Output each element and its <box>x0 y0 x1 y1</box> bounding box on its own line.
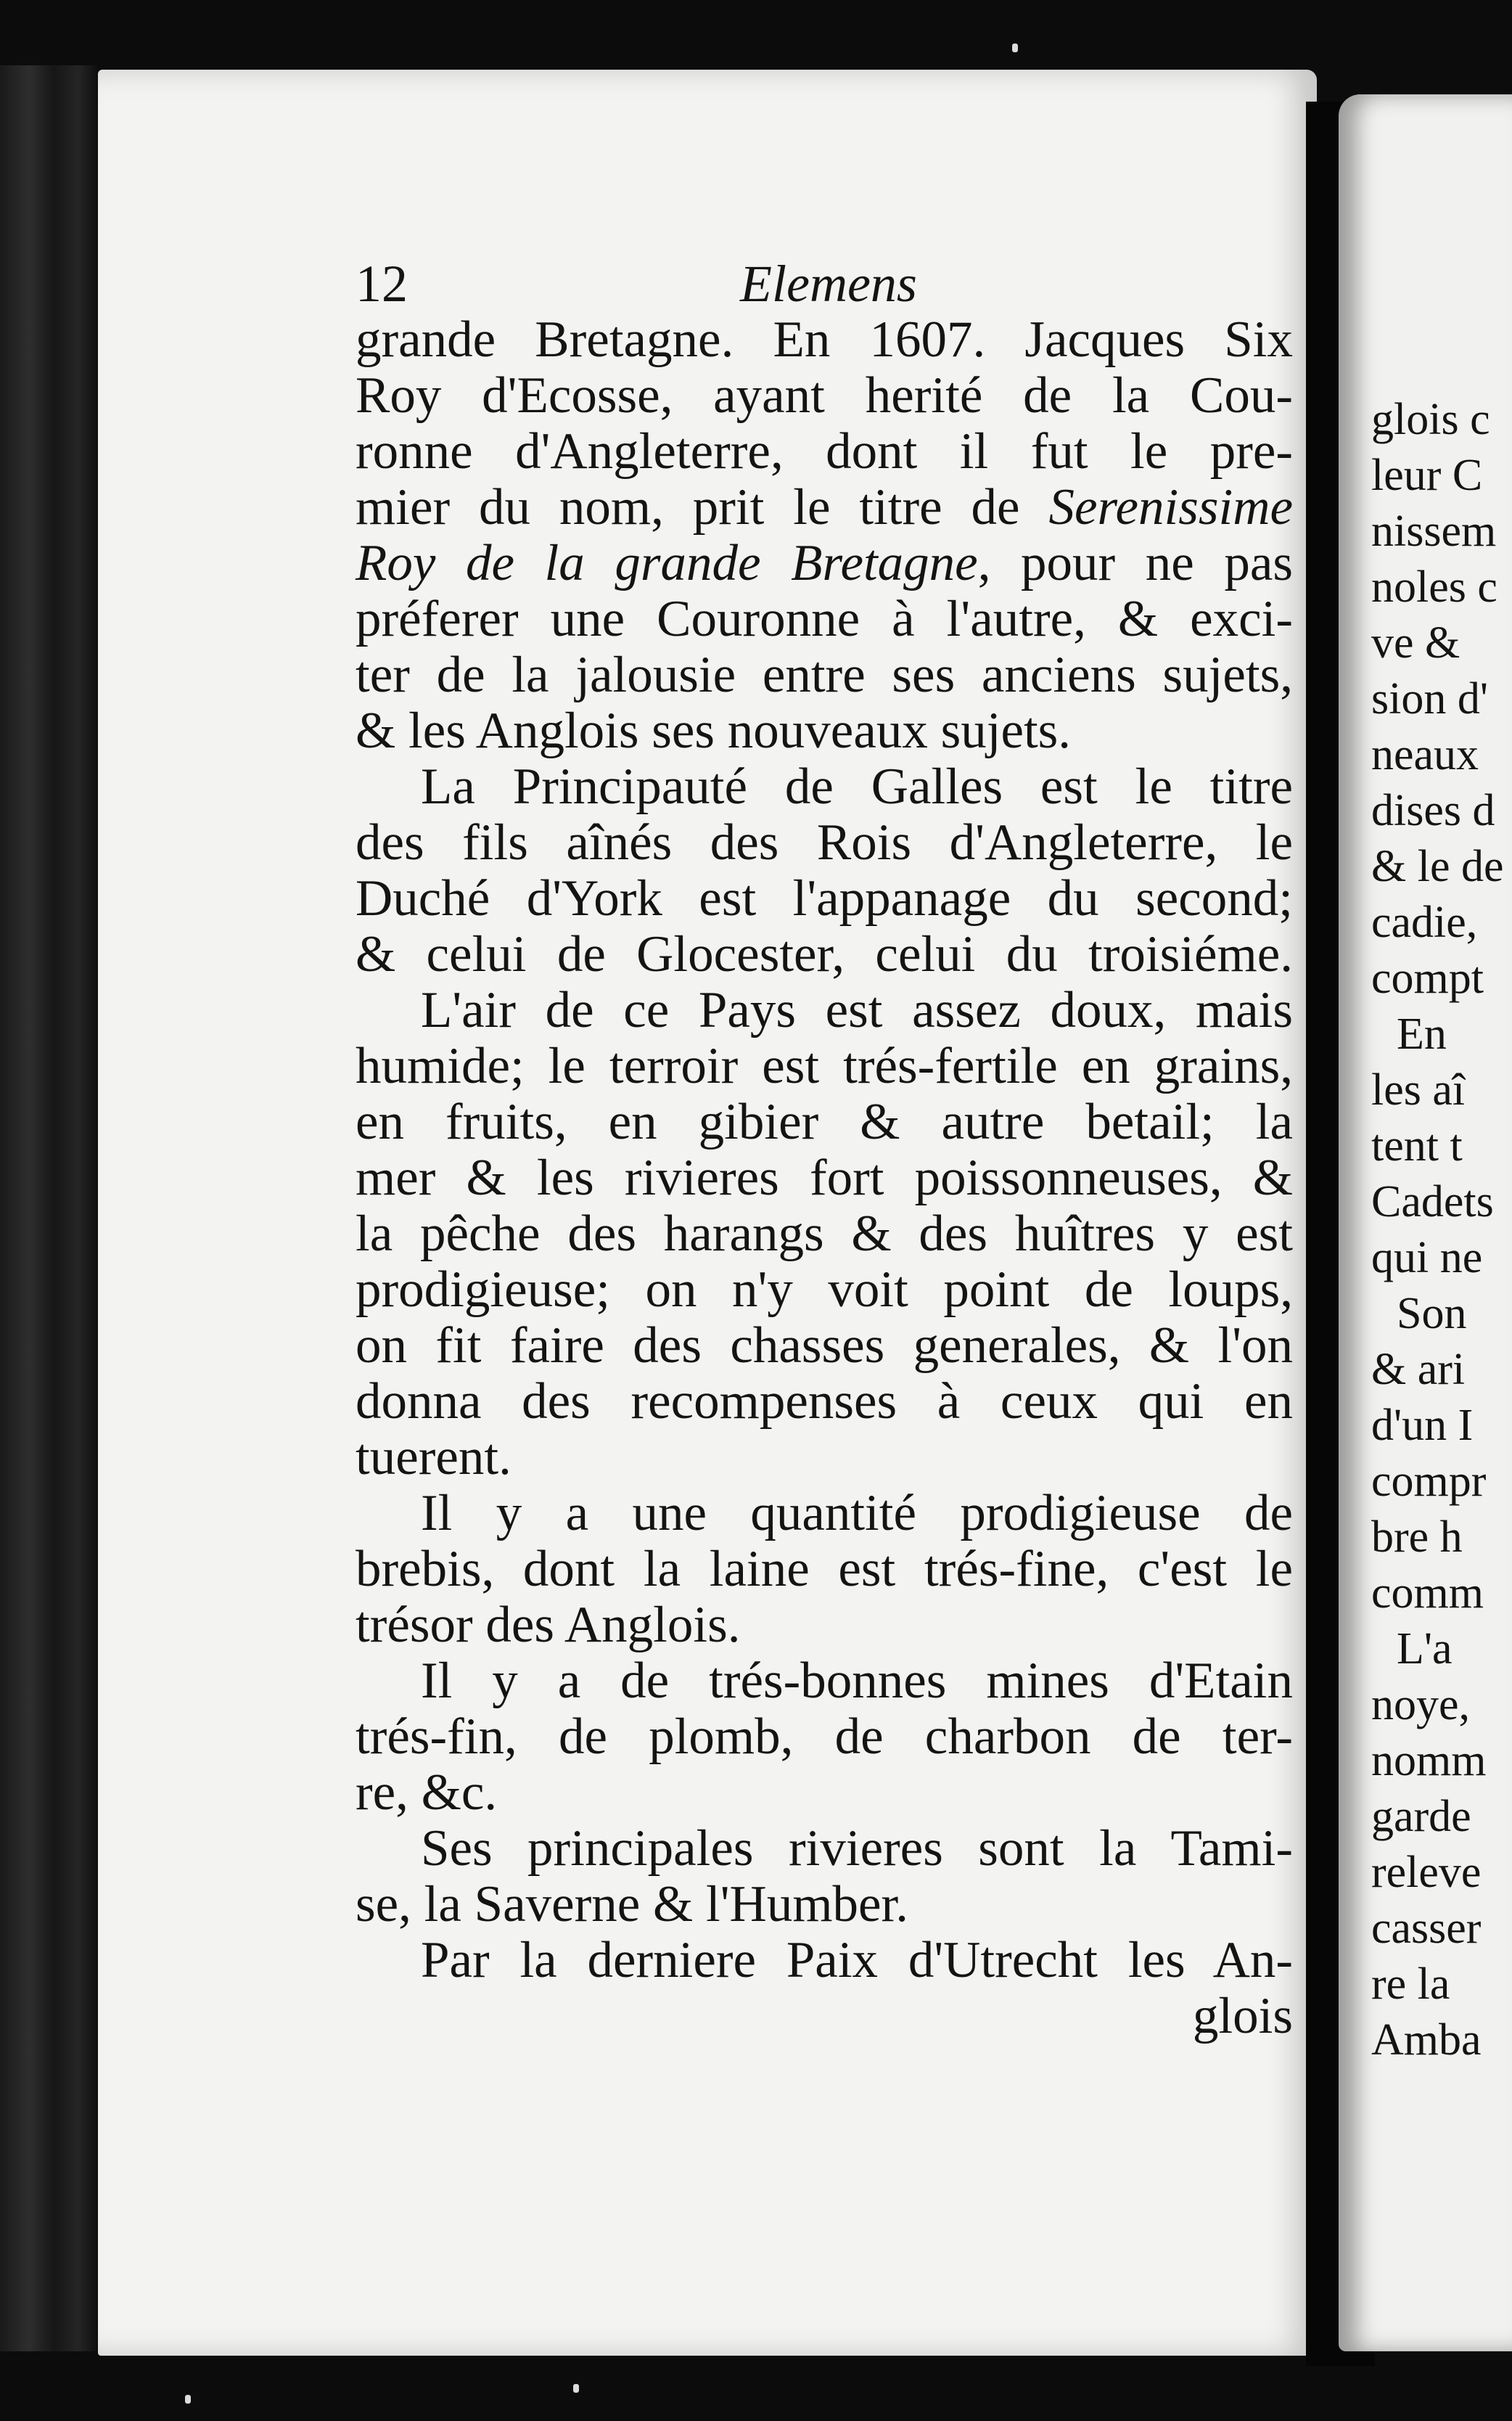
text-line: & les Anglois ses nouveaux sujets. <box>356 702 1072 759</box>
text-line: trés-fin, de plomb, de charbon de ter- <box>356 1708 1293 1765</box>
text-line: mier du nom, prit le titre de Serenissime <box>356 479 1293 536</box>
text-line: cadie, <box>1371 898 1478 947</box>
text-line: Cadets <box>1371 1177 1494 1226</box>
text-line: nomm <box>1371 1736 1487 1785</box>
text-line: se, la Saverne & l'Humber. <box>356 1876 909 1933</box>
text-line: ve & <box>1371 618 1460 668</box>
page-header <box>356 254 1299 319</box>
text-line: Son <box>1397 1289 1467 1338</box>
text-line: Duché d'York est l'appanage du second; <box>356 870 1293 927</box>
paragraph-start: Ses principales rivieres sont la Tami- <box>421 1820 1293 1877</box>
text-line: noles c <box>1371 562 1497 612</box>
text-line: préferer une Couronne à l'autre, & exci- <box>356 591 1293 647</box>
text-line: nissem <box>1371 507 1497 556</box>
text-line: tent t <box>1371 1121 1463 1171</box>
text-line: compt <box>1371 954 1484 1003</box>
text-line: comm <box>1371 1568 1484 1618</box>
right-page-text <box>1371 392 1504 2068</box>
text-line: noye, <box>1371 1680 1471 1729</box>
scan-speck <box>573 2384 579 2393</box>
paragraph-start: Il y a de trés-bonnes mines d'Etain <box>421 1652 1293 1709</box>
paragraph-start: Il y a une quantité prodigieuse de <box>421 1485 1293 1541</box>
text-line: & ari <box>1371 1345 1466 1394</box>
text-line: & le de <box>1371 842 1504 891</box>
right-page <box>1339 94 1512 2351</box>
text-line: grande Bretagne. En 1607. Jacques Six <box>356 311 1293 368</box>
text-line: qui ne <box>1371 1233 1483 1282</box>
text-line: glois c <box>1371 395 1490 444</box>
body-text <box>356 312 1293 2044</box>
text-line: donna des recompenses à ceux qui en <box>356 1373 1293 1430</box>
text-line: brebis, dont la laine est trés-fine, c'est le <box>356 1541 1293 1597</box>
text-line: sion d' <box>1371 674 1489 724</box>
scan-speck <box>185 2395 191 2404</box>
text-line: en fruits, en gibier & autre betail; la <box>356 1094 1293 1150</box>
scan-speck <box>1012 44 1018 52</box>
text-line: leur C <box>1371 451 1483 500</box>
text-line: En <box>1397 1009 1447 1059</box>
text-line: trésor des Anglois. <box>356 1597 741 1653</box>
text-line: casser <box>1371 1904 1482 1953</box>
text-line: les aî <box>1371 1065 1466 1115</box>
text-line: & celui de Glocester, celui du troisiéme. <box>356 926 1293 983</box>
text-line: la pêche des harangs & des huîtres y est <box>356 1205 1293 1262</box>
text-line: d'un I <box>1371 1401 1474 1450</box>
text-line: tuerent. <box>356 1429 511 1486</box>
text-line: ter de la jalousie entre ses anciens sujets, <box>356 647 1293 703</box>
italic-text: Serenissime <box>1048 479 1293 536</box>
book-spine <box>0 65 98 2351</box>
text-line: ronne d'Angleterre, dont il fut le pre- <box>356 423 1293 480</box>
paragraph-start: Par la derniere Paix d'Utrecht les An- <box>421 1932 1293 1988</box>
text-line: on fit faire des chasses generales, & l'on <box>356 1317 1293 1374</box>
text-line: des fils aînés des Rois d'Angleterre, le <box>356 814 1293 871</box>
text-line: re, &c. <box>356 1764 498 1821</box>
text-line: neaux <box>1371 730 1479 779</box>
text-line: bre h <box>1371 1512 1463 1562</box>
text-line: Amba <box>1371 2015 1482 2065</box>
catchword: glois <box>1192 1988 1293 2044</box>
paragraph-start: L'air de ce Pays est assez doux, mais <box>421 982 1293 1039</box>
italic-text: Roy de la grande Bretagne <box>356 535 978 591</box>
text-line: Roy de la grande Bretagne, pour ne pas <box>356 535 1293 591</box>
running-title: Elemens <box>740 255 917 313</box>
text-line: L'a <box>1397 1624 1453 1674</box>
text-line: garde <box>1371 1792 1471 1841</box>
text-line: humide; le terroir est trés-fertile en grains, <box>356 1038 1293 1094</box>
page-number: 12 <box>356 255 408 313</box>
text-line: prodigieuse; on n'y voit point de loups, <box>356 1261 1293 1318</box>
text-line: mer & les rivieres fort poissonneuses, & <box>356 1150 1293 1206</box>
text-line: dises d <box>1371 786 1495 835</box>
text-line: compr <box>1371 1457 1487 1506</box>
paragraph-start: La Principauté de Galles est le titre <box>421 758 1293 815</box>
text-line: re la <box>1371 1959 1450 2009</box>
text-line: releve <box>1371 1848 1482 1897</box>
text-line: Roy d'Ecosse, ayant herité de la Cou- <box>356 367 1293 424</box>
